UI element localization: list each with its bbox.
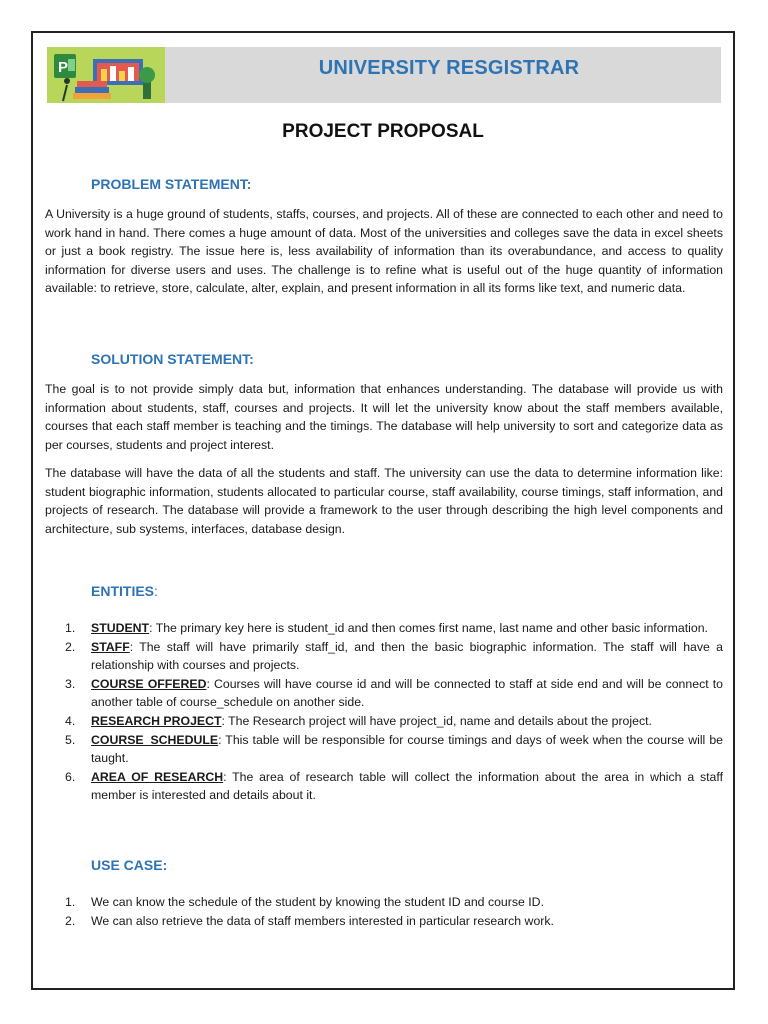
header-title: UNIVERSITY RESGISTRAR (318, 57, 580, 79)
entity-description: : The Research project will have project_id, name and details about the project. (221, 713, 652, 728)
entities-heading (91, 583, 158, 599)
list-number: 1. (65, 621, 76, 635)
list-item (65, 768, 723, 805)
entity-description: : The primary key here is student_id and then comes first name, last name and other basic information. (149, 621, 708, 635)
list-number: 3. (65, 676, 76, 691)
list-number: 1. (65, 895, 76, 909)
list-number: 6. (65, 769, 76, 784)
entity-term: STUDENT (91, 621, 150, 635)
entity-term: RESEARCH PROJECT (91, 713, 222, 728)
entity-description: : The area of research table will collect the information about the area in which a staff member is interested and details about it. (91, 769, 723, 803)
list-number: 2. (65, 913, 76, 928)
list-number: 4. (65, 713, 76, 728)
solution-statement-heading: SOLUTION STATEMENT: (91, 351, 254, 367)
use-case-text: We can also retrieve the data of staff members interested in particular research work. (91, 913, 554, 928)
list-item (65, 731, 723, 768)
entity-description: : This table will be responsible for course timings and days of week when the course will be taught. (91, 732, 723, 766)
document-page (31, 31, 735, 990)
entity-description: : The staff will have primarily staff_id, and then the basic biographic information. The staff will have a relationship with courses and projects. (91, 639, 723, 673)
entities-heading-label: ENTITIES (91, 583, 155, 599)
header-banner (47, 47, 721, 103)
entity-term: AREA OF RESEARCH (91, 769, 224, 784)
solution-paragraph-2: The database will have the data of all the students and staff. The university can use the data to determine information like: student biographic information, students allocated to particular course, staff availability, course timings, staff information, and projects of research. The database will provide a framework to the user through describing the high level components and architecture, sub systems, interfaces, database design. (45, 466, 723, 536)
list-item (65, 619, 723, 638)
document-title: PROJECT PROPOSAL (282, 121, 484, 142)
project-app-logo-icon (47, 47, 165, 103)
list-item (65, 912, 723, 931)
entities-heading-colon: : (154, 583, 158, 599)
entity-term: COURSE OFFERED (91, 676, 207, 691)
list-item (65, 638, 723, 675)
solution-paragraph-1: The goal is to not provide simply data but, information that enhances understanding. The database will provide us with information about students, staff, courses and projects. It will let the university know about the staff members available, courses that each staff member is teaching and the timings. The database will help university to sort and categorize data as per courses, students and project interest. (45, 382, 723, 452)
entity-description: : Courses will have course id and will be connected to staff at side end and will be connect to another table of course_schedule on another side. (91, 676, 723, 710)
use-case-heading: USE CASE: (91, 857, 168, 873)
entity-term: COURSE_SCHEDULE (91, 732, 219, 747)
list-item (65, 712, 723, 731)
list-item (65, 675, 723, 712)
use-case-text: We can know the schedule of the student by knowing the student ID and course ID. (91, 895, 544, 909)
list-number: 5. (65, 732, 76, 747)
list-item (65, 893, 723, 912)
problem-statement-heading: PROBLEM STATEMENT: (91, 176, 252, 192)
problem-statement-text: A University is a huge ground of students, staffs, courses, and projects. All of these are connected to each other and need to work hand in hand. There comes a huge amount of data. Most of the universities and colleges save the data in excel sheets or just a book registry. The issue here is, less availability of information than its overabundance, and access to quality information for diverse users and uses. The challenge is to refine what is useful out of the huge quantity of information available: to retrieve, store, calculate, alter, explain, and present information in all its forms like text, and numeric data. (45, 207, 723, 296)
entities-list (65, 619, 723, 805)
list-number: 2. (65, 639, 76, 654)
use-case-list (65, 893, 723, 930)
svg-text:P: P (58, 59, 69, 76)
entity-term: STAFF (91, 639, 130, 654)
